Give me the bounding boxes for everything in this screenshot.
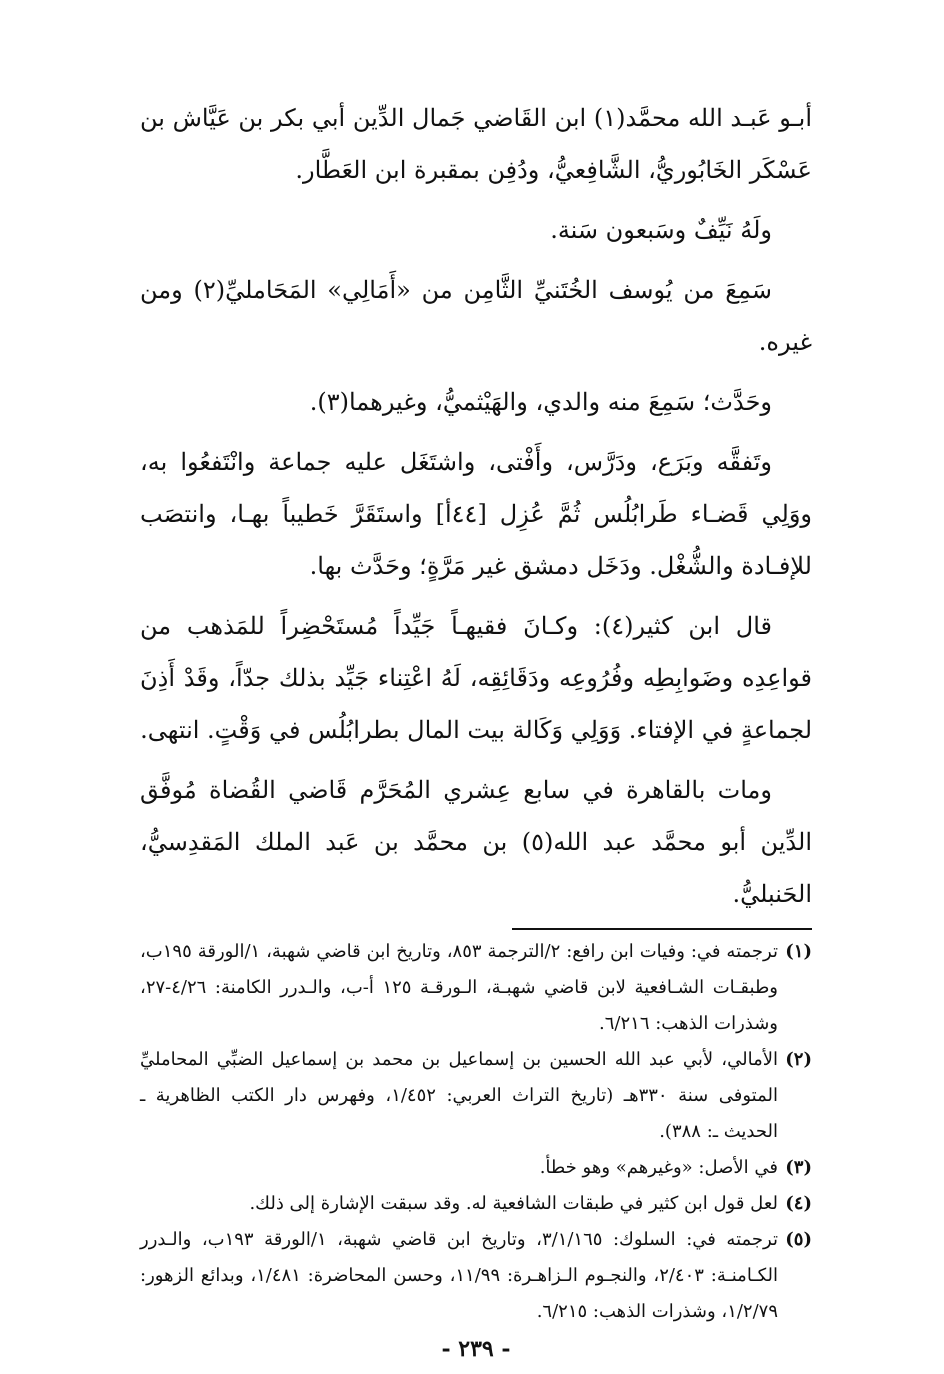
footnote-number: (٢) — [785, 1049, 812, 1070]
footnote-text: ترجمته في: السلوك: ٣/١/١٦٥، وتاريخ ابن قاضي شهبة، ١/الورقة ١٩٣ب، والـدرر الكـامنـة: ٢/٤٠٣، والنجـوم الـزاهـرة: ١١/٩٩، وحسن المحاضرة: ١/٤٨١، وبدائع الزهور: ١/٢/٧٩، وشذرات الذهب: ٦/٢١٥. — [140, 1229, 779, 1322]
footnote-divider — [512, 928, 812, 930]
footnote-number: (١) — [785, 941, 812, 962]
paragraph-career: وتَفقَّه وبَرَع، ودَرَّس، وأَفْتى، واشتَغَل عليه جماعة وانْتَفعُوا به، ووَلِي قَضـاء طَرابُلُس ثُمَّ عُزِل [٤٤أ] واستَقَرَّ خَطيباً بهـا، وانتصَب للإفـادة والشُّغْل. ودَخَل دمشق غير مَرَّةٍ؛ وحَدَّث بها. — [140, 448, 812, 580]
footnote-text: الأمالي، لأبي عبد الله الحسين بن إسماعيل بن محمد بن إسماعيل الضبِّي المحامليِّ المتوفى سنة ٣٣٠هـ (تاريخ التراث العربي: ١/٤٥٢، وفهرس دار الكتب الظاهرية ـ الحديث ـ: ٣٨٨). — [140, 1049, 779, 1142]
footnote-number: (٤) — [785, 1193, 812, 1214]
footnote-item — [140, 1150, 812, 1186]
footnote-number: (٣) — [785, 1157, 812, 1178]
footnote-text: في الأصل: «وغيرهم» وهو خطأ. — [539, 1157, 778, 1178]
footnote-text: ترجمته في: وفيات ابن رافع: ٢/الترجمة ٨٥٣، وتاريخ ابن قاضي شهبة، ١/الورقة ١٩٥ب، وطبقـات الشـافعية لابن قاضي شهبـة، الـورقـة ١٢٥ أ-ب، والـدرر الكامنة: ٤/٢٦-٢٧، وشذرات الذهب: ٦/٢١٦. — [140, 941, 778, 1034]
page-number: - ٢٣٩ - — [441, 1336, 511, 1362]
footnote-text: لعل قول ابن كثير في طبقات الشافعية له. وقد سبقت الإشارة إلى ذلك. — [249, 1193, 778, 1214]
footnote-item — [140, 1042, 812, 1150]
footnote-number: (٥) — [785, 1229, 812, 1250]
paragraph-death-notice: ومات بالقاهرة في سابع عِشري المُحَرَّم قَاضي القُضاة مُوفَّق الدِّين أبو محمَّد عبد الله(٥) بن محمَّد بن عَبد الملك المَقدِسيُّ، الحَنبليُّ. — [140, 776, 812, 908]
footnote-item — [140, 1186, 812, 1222]
paragraph-narrated: وحَدَّث؛ سَمِعَ منه والدي، والهَيْثميُّ، وغيرهما(٣). — [309, 388, 772, 416]
document-page — [140, 92, 812, 1362]
paragraph-biography-intro: أبـو عَبـد الله محمَّد(١) ابن القَاضي جَمال الدِّين أبي بكر بن عَيَّاش بن عَسْكَر الخَابُوريُّ، الشَّافِعيُّ، ودُفِن بمقبرة ابن العَطَّار. — [140, 104, 812, 184]
paragraph-heard-from: سَمِعَ من يُوسف الخُتَنيِّ الثَّامِن من «أَمَالِي» المَحَامليِّ(٢) ومن غيره. — [140, 276, 812, 356]
paragraph-age: ولَهُ نَيِّفٌ وسَبعون سَنة. — [550, 216, 772, 244]
paragraph-ibn-kathir-quote: قال ابن كثير(٤): وكـانَ فقيهـاً جَيِّداً مُستَحْضِراً للمَذهب من قواعِدِه وضَوابِطِه وفُرُوعِه ودَقَائِقِه، لَهُ اعْتِناء جَيِّد بذلك جدّاً، وقَدْ أَذِنَ لجماعةٍ في الإفتاء. وَوَلِي وَكَالة بيت المال بطرابُلُس في وَقْتٍ. انتهى. — [140, 612, 812, 744]
footnote-item — [140, 1222, 812, 1330]
footnotes-section — [140, 934, 812, 1330]
footnote-item — [140, 934, 812, 1042]
